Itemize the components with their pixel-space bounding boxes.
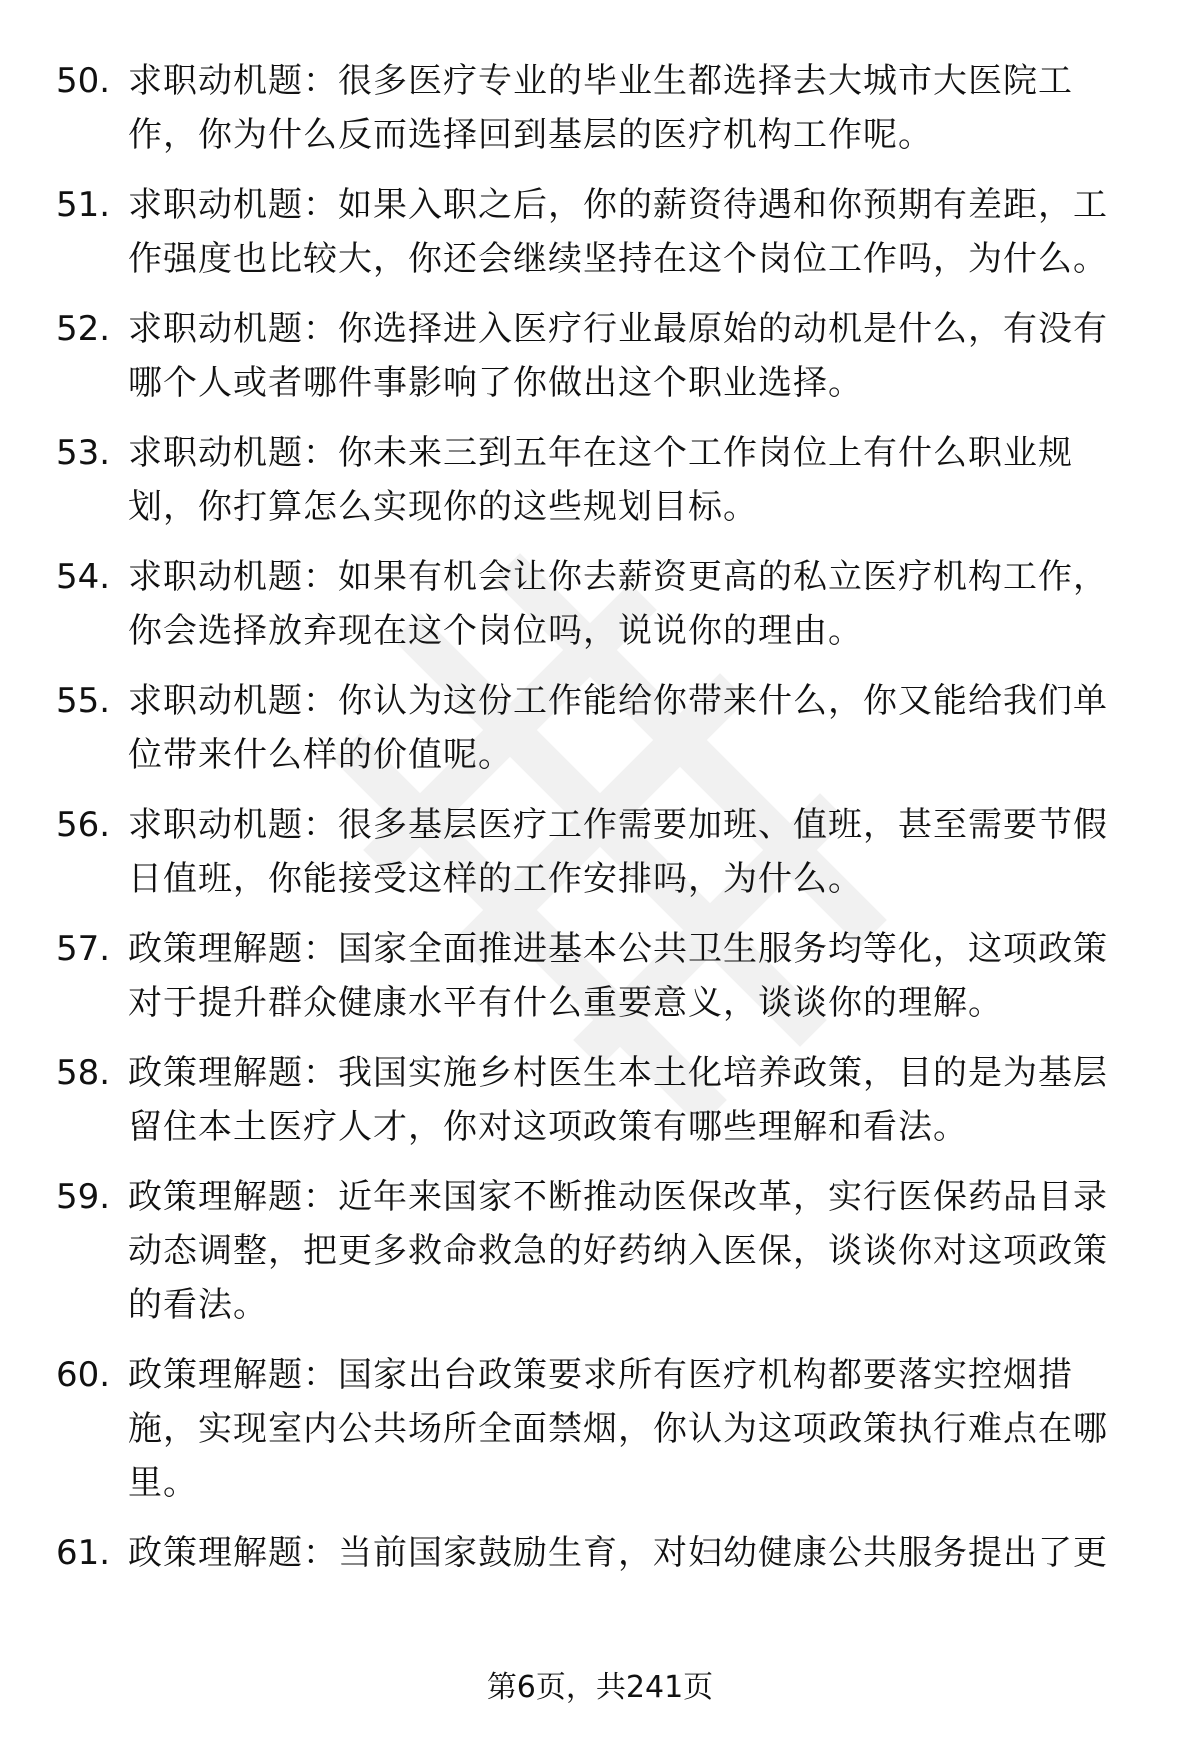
question-number: 61.	[56, 1533, 111, 1573]
question-text: 求职动机题：很多医疗专业的毕业生都选择去大城市大医院工作，你为什么反而选择回到基层的医疗机构工作呢。	[128, 61, 1073, 155]
question-text: 政策理解题：当前国家鼓励生育，对妇幼健康公共服务提出了更	[128, 1533, 1108, 1573]
question-text: 求职动机题：如果入职之后，你的薪资待遇和你预期有差距，工作强度也比较大，你还会继续坚持在这个岗位工作吗，为什么。	[128, 185, 1108, 279]
question-number: 60.	[56, 1355, 111, 1395]
question-number: 59.	[56, 1177, 111, 1217]
question-number: 50.	[56, 61, 111, 101]
question-number: 54.	[56, 557, 111, 597]
question-text: 政策理解题：我国实施乡村医生本土化培养政策，目的是为基层留住本土医疗人才，你对这项政策有哪些理解和看法。	[128, 1053, 1108, 1147]
question-text: 求职动机题：你未来三到五年在这个工作岗位上有什么职业规划，你打算怎么实现你的这些规划目标。	[128, 433, 1073, 527]
question-text: 政策理解题：国家全面推进基本公共卫生服务均等化，这项政策对于提升群众健康水平有什么重要意义，谈谈你的理解。	[128, 929, 1108, 1023]
question-text: 求职动机题：很多基层医疗工作需要加班、值班，甚至需要节假日值班，你能接受这样的工作安排吗，为什么。	[128, 805, 1108, 899]
question-number: 51.	[56, 185, 111, 225]
question-number: 58.	[56, 1053, 111, 1093]
question-text: 求职动机题：你认为这份工作能给你带来什么，你又能给我们单位带来什么样的价值呢。	[128, 681, 1108, 775]
question-text: 求职动机题：你选择进入医疗行业最原始的动机是什么，有没有哪个人或者哪件事影响了你做出这个职业选择。	[128, 309, 1108, 403]
question-number: 55.	[56, 681, 111, 721]
question-number: 52.	[56, 309, 111, 349]
question-number: 53.	[56, 433, 111, 473]
question-text: 政策理解题：近年来国家不断推动医保改革，实行医保药品目录动态调整，把更多救命救急的好药纳入医保，谈谈你对这项政策的看法。	[128, 1177, 1108, 1325]
page-footer: 第6页，共241页	[486, 1670, 714, 1705]
question-text: 政策理解题：国家出台政策要求所有医疗机构都要落实控烟措施，实现室内公共场所全面禁烟，你认为这项政策执行难点在哪里。	[128, 1355, 1108, 1503]
question-number: 56.	[56, 805, 111, 845]
question-number: 57.	[56, 929, 111, 969]
question-text: 求职动机题：如果有机会让你去薪资更高的私立医疗机构工作，你会选择放弃现在这个岗位吗，说说你的理由。	[128, 557, 1108, 651]
